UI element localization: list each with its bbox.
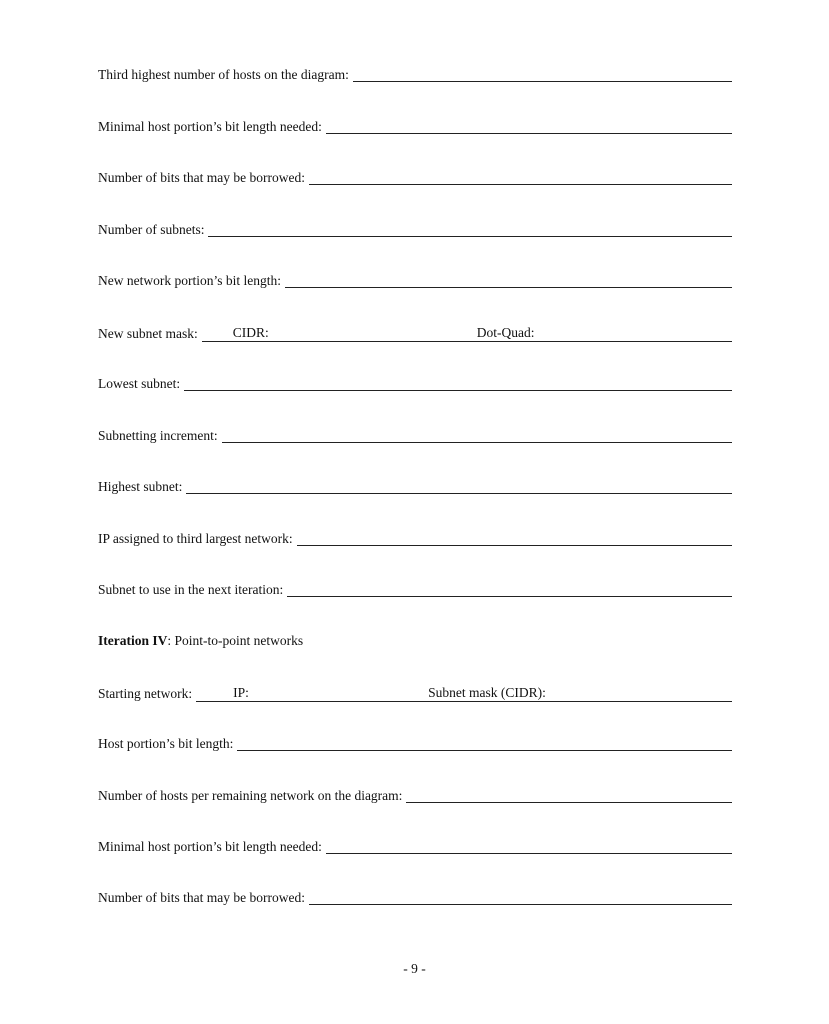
field-label: Starting network:	[98, 686, 193, 701]
cidr-blank[interactable]	[233, 325, 477, 342]
field-new-subnet-mask	[98, 325, 732, 342]
iteration-heading	[98, 633, 303, 649]
answer-blank[interactable]	[287, 583, 732, 597]
field-bits-borrowed-2	[98, 890, 732, 906]
answer-blank[interactable]	[326, 840, 732, 854]
field-next-iteration-subnet	[98, 582, 732, 598]
answer-blank[interactable]	[406, 789, 732, 803]
field-label: New subnet mask:	[98, 326, 198, 341]
answer-blank[interactable]	[285, 274, 732, 288]
subnet-mask-cidr-blank[interactable]	[428, 685, 732, 702]
cidr-label: CIDR:	[232, 325, 269, 340]
dot-quad-label: Dot-Quad:	[476, 325, 535, 340]
field-label: Third highest number of hosts on the diagram:	[98, 67, 349, 82]
answer-blank[interactable]	[184, 377, 732, 391]
subnet-mask-cidr-label: Subnet mask (CIDR):	[428, 685, 546, 700]
field-starting-network	[98, 685, 732, 702]
field-label: Highest subnet:	[98, 479, 183, 494]
answer-blank[interactable]	[309, 171, 732, 185]
field-label: IP assigned to third largest network:	[98, 531, 293, 546]
field-highest-subnet	[98, 479, 732, 495]
answer-blank[interactable]	[309, 891, 732, 905]
field-minimal-host-bits-2	[98, 839, 732, 855]
answer-blank[interactable]	[353, 68, 732, 82]
field-label: Number of bits that may be borrowed:	[98, 170, 305, 185]
field-label: Number of subnets:	[98, 222, 205, 237]
field-bits-borrowed	[98, 170, 732, 186]
ip-blank[interactable]	[233, 685, 428, 702]
field-label: Subnet to use in the next iteration:	[98, 582, 284, 597]
answer-blank[interactable]	[202, 325, 233, 342]
answer-blank[interactable]	[196, 685, 233, 702]
field-minimal-host-bits	[98, 119, 732, 135]
field-lowest-subnet	[98, 376, 732, 392]
dot-quad-blank[interactable]	[477, 325, 732, 342]
field-new-network-bits	[98, 273, 732, 289]
field-label: Subnetting increment:	[98, 428, 218, 443]
iteration-title: Iteration IV	[98, 633, 168, 648]
field-hosts-per-remaining	[98, 788, 732, 804]
field-label: Minimal host portion’s bit length needed:	[98, 119, 322, 134]
field-number-of-subnets	[98, 222, 732, 238]
field-ip-third-largest	[98, 531, 732, 547]
answer-blank[interactable]	[297, 532, 732, 546]
answer-blank[interactable]	[208, 223, 732, 237]
field-label: Minimal host portion’s bit length needed:	[98, 839, 322, 854]
field-third-highest-hosts	[98, 67, 732, 83]
field-subnetting-increment	[98, 428, 732, 444]
field-label: Number of hosts per remaining network on the diagram:	[98, 788, 403, 803]
answer-blank[interactable]	[326, 120, 732, 134]
field-label: New network portion’s bit length:	[98, 273, 281, 288]
field-label: Host portion’s bit length:	[98, 736, 234, 751]
answer-blank[interactable]	[222, 429, 732, 443]
answer-blank[interactable]	[186, 480, 732, 494]
ip-label: IP:	[233, 685, 249, 700]
field-host-portion-bits	[98, 736, 732, 752]
page-number: - 9 -	[403, 961, 426, 976]
field-label: Number of bits that may be borrowed:	[98, 890, 305, 905]
iteration-subtitle: : Point-to-point networks	[167, 633, 304, 648]
answer-blank[interactable]	[237, 737, 732, 751]
field-label: Lowest subnet:	[98, 376, 181, 391]
